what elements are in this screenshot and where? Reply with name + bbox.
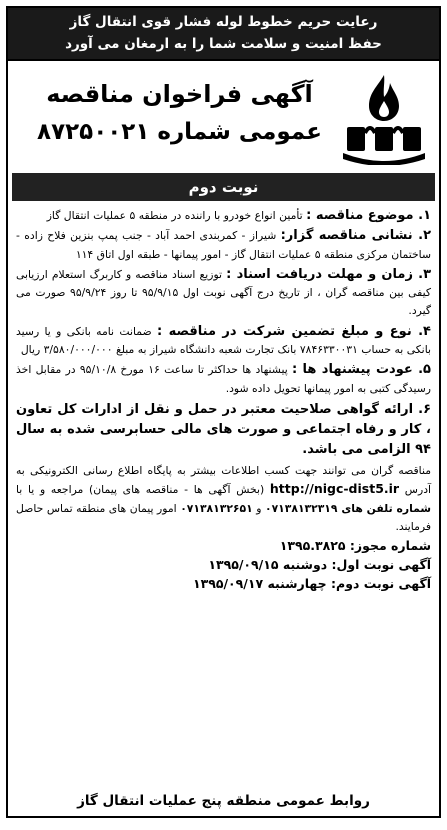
item-proposal-return (16, 361, 431, 398)
website-link[interactable]: http://nigc-dist5.ir (269, 481, 400, 497)
public-relations-signature: روابط عمومی منطقه پنج عملیات انتقال گاز (77, 793, 370, 809)
tender-notice (6, 6, 441, 818)
notice-title (20, 75, 339, 151)
item-text: پیشنهاد ها حداکثر تا ساعت ۱۶ مورخ ۹۵/۱۰/۸ در مقابل اخذ رسیدگی کتبی به امور پیمانها تحویل داده شود. (16, 363, 431, 395)
note-text: مناقصه گران می توانند جهت کسب اطلاعات بیشتر به پایگاه اطلاع رسانی الکترونیکی به آدرس (16, 463, 431, 497)
item-heading: ۲. نشانی مناقصه گزار: (280, 228, 431, 244)
first-round-date: آگهی نوبت اول: دوشنبه ۱۳۹۵/۰۹/۱۵ (208, 557, 431, 573)
phone-number-2: ۰۷۱۳۸۱۳۲۶۵۱ (180, 501, 253, 515)
banner-line-1: رعایت حریم خطوط لوله فشار قوی انتقال گاز (69, 14, 378, 30)
notice-body (8, 201, 439, 593)
round-label: نوبت دوم (12, 173, 435, 201)
item-heading: ۴. نوع و مبلغ تضمین شرکت در مناقصه : (156, 323, 431, 339)
item-text: ضمانت نامه بانکی و یا رسید بانکی به حساب ۷۸۴۶۳۳۰۰۳۱ بانک تجارت شعبه دانشگاه شیراز به مبلغ ۳/۵۸۰/۰۰۰/۰۰۰ ریال (16, 324, 431, 357)
item-text: تأمین انواع خودرو با راننده در منطقه ۵ عملیات انتقال گاز (46, 209, 307, 222)
item-address (16, 227, 431, 264)
item-text: توزیع اسناد مناقصه و کاربرگ استعلام ارزیابی کیفی بین مناقصه گران ، از تاریخ درج آگهی نوبت اول ۹۵/۹/۱۵ تا روز ۹۵/۹/۲۴ صورت می گیرد. (16, 267, 431, 318)
item-text: شیراز - کمربندی احمد آباد - جنب پمپ بنزین فلاح زاده - ساختمان مرکزی منطقه ۵ عملیات انتقال گاز - امور پیمانها - طبقه اول اتاق ۱۱۴ (16, 229, 431, 261)
permit-number: شماره مجوز: ۱۳۹۵.۳۸۲۵ (279, 538, 431, 554)
phones-label: شماره تلفن های (337, 501, 432, 515)
item-guarantee (16, 323, 431, 360)
title-line-2: عمومی شماره ۸۷۲۵۰۰۲۱ (37, 119, 322, 145)
contact-note (16, 462, 431, 536)
item-documents-deadline (16, 266, 431, 321)
notice-header (8, 61, 439, 173)
note-text: (بخش آگهی ها - مناقصه های پیمان) مراجعه و یا با (16, 483, 270, 497)
second-round-date: آگهی نوبت دوم: چهارشنبه ۱۳۹۵/۰۹/۱۷ (192, 576, 431, 592)
note-text: امور پیمان های منطقه تماس حاصل فرمایند. (16, 501, 431, 533)
note-text: و (252, 501, 265, 515)
phone-number-1: ۰۷۱۳۸۱۳۲۳۱۹ (265, 501, 338, 515)
item-subject (16, 207, 431, 225)
item-certificate: ۶. ارائه گواهی صلاحیت معتبر در حمل و نقل از ادارات کل تعاون ، کار و رفاه اجتماعی و صورت های مالی حسابرسی شده به سال ۹۴ الزامی می باشد. (16, 401, 431, 457)
safety-banner (8, 8, 439, 61)
banner-line-2: حفظ امنیت و سلامت شما را به ارمغان می آورد (65, 36, 382, 52)
item-heading: ۵. عودت پیشنهاد ها : (291, 362, 431, 378)
item-heading: ۱. موضوع مناقصه : (306, 208, 431, 223)
title-line-1: آگهی فراخوان مناقصه (46, 80, 313, 108)
gas-flame-logo-icon (339, 73, 429, 165)
item-heading: ۳. زمان و مهلت دریافت اسناد : (226, 266, 432, 282)
